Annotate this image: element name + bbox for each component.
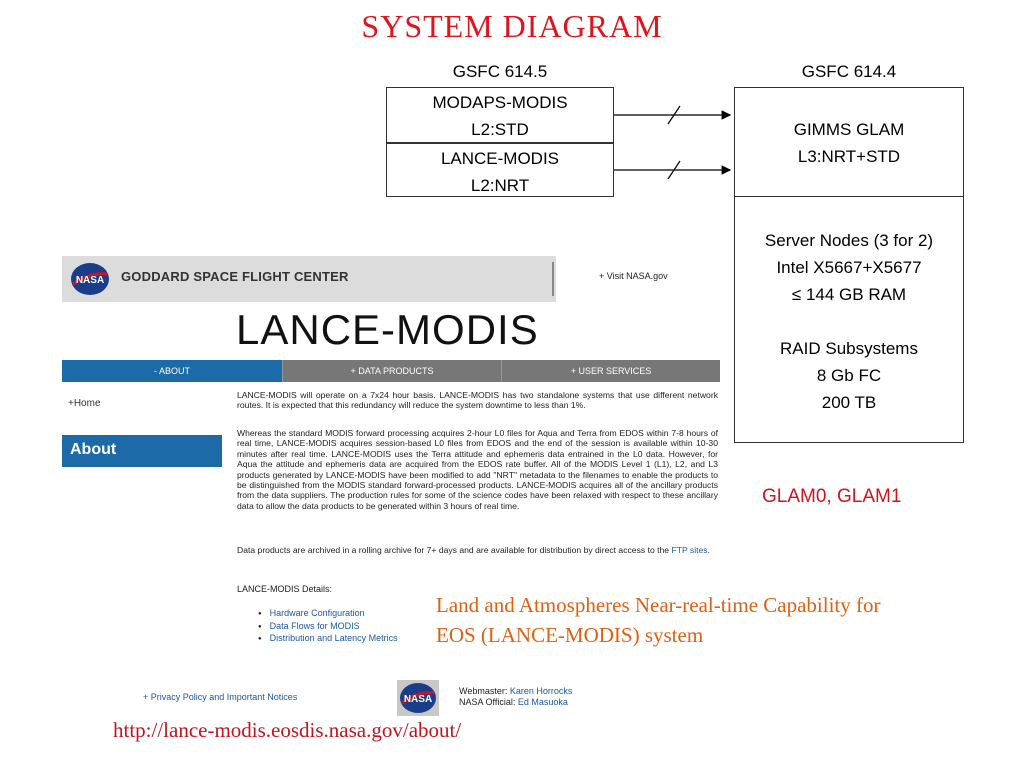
details-label: LANCE-MODIS Details:	[237, 584, 333, 594]
glam-note: GLAM0, GLAM1	[762, 486, 902, 507]
gimms-line2: L3:NRT+STD	[797, 147, 901, 166]
site-navbar	[62, 360, 720, 382]
lance-modis-site-title: LANCE-MODIS	[236, 306, 539, 353]
paragraph-1: LANCE-MODIS will operate on a 7x24 hour basis. LANCE-MODIS has two standalone systems that use different network routes. It is expected that this redundancy will reduce the system downtime to less than 1%.	[237, 390, 718, 411]
paragraph-2: Whereas the standard MODIS forward processing acquires 2-hour L0 files for Aqua and Terra from EDOS within 7-8 hours of real time, LANCE-MODIS acquires session-based L0 files from EDOS and the end of the session is available within 10-30 minutes after real time. LANCE-MODIS uses the Terra attitude and ephemeris data entrained in the L0 data. However, for Aqua the attitude and ephemeris data are acquired from the EDOS rate buffer. All of the MODIS Level 1 (L1), L2, and L3 products generated by LANCE-MODIS have been modified to add "NRT" metadata to the filenames to enable the products to be distinguished from the MODIS standard forward-processed products. LANCE-MODIS acquires all of the ancillary products from the data suppliers. The production rules for some of the science codes have been relaxed with respect to these ancillary data to allow the data products to be generated within 3 hours of real time.	[237, 428, 718, 511]
about-heading: About	[70, 441, 117, 458]
modaps-line2: L2:STD	[471, 120, 529, 139]
server-box	[734, 196, 964, 443]
details-link-hardware[interactable]: ● Hardware Configuration	[258, 608, 398, 621]
official-label: NASA Official:	[459, 697, 518, 707]
nasa-logo-icon	[70, 262, 110, 296]
visit-nasa-link[interactable]: + Visit NASA.gov	[599, 271, 668, 281]
slide-title: SYSTEM DIAGRAM	[361, 8, 663, 44]
ftp-sites-link[interactable]: FTP sites	[671, 545, 708, 555]
header-divider	[552, 262, 554, 296]
server-line3: ≤ 144 GB RAM	[791, 285, 907, 304]
nav-tab-user-services[interactable]: + USER SERVICES	[501, 360, 720, 382]
caption-line2: EOS (LANCE-MODIS) system	[436, 623, 704, 647]
webmaster-name-link[interactable]: Karen Horrocks	[509, 686, 573, 696]
nasa-logo-text: NASA	[75, 275, 105, 286]
caption-line1: Land and Atmospheres Near-real-time Capability for	[436, 593, 881, 617]
gsfc-name: GODDARD SPACE FLIGHT CENTER	[121, 269, 349, 284]
paragraph-3-end: .	[707, 545, 710, 555]
home-link[interactable]: +Home	[68, 398, 101, 409]
modaps-line1: MODAPS-MODIS	[432, 93, 568, 112]
details-link-metrics[interactable]: ● Distribution and Latency Metrics	[258, 633, 398, 646]
server-line1: Server Nodes (3 for 2)	[764, 231, 934, 250]
right-column-header: GSFC 614.4	[801, 62, 897, 81]
details-list	[258, 608, 398, 646]
nasa-footer-logo-text: NASA	[403, 694, 433, 705]
webmaster-info	[459, 686, 572, 708]
server-line2: Intel X5667+X5677	[776, 258, 922, 277]
lance-modis-box	[386, 143, 614, 197]
nav-tab-data-products[interactable]: + DATA PRODUCTS	[282, 360, 501, 382]
nasa-footer-logo-icon	[397, 680, 439, 716]
lance-line2: L2:NRT	[470, 176, 530, 195]
left-column-header: GSFC 614.5	[452, 62, 548, 81]
source-url[interactable]: http://lance-modis.eosdis.nasa.gov/about/	[113, 718, 462, 742]
slide-caption	[436, 590, 996, 650]
gimms-glam-box	[734, 87, 964, 197]
details-link-dataflows[interactable]: ● Data Flows for MODIS	[258, 621, 398, 634]
paragraph-3	[237, 545, 718, 555]
server-line4: RAID Subsystems	[780, 339, 918, 358]
webmaster-label: Webmaster:	[459, 686, 510, 696]
gimms-line1: GIMMS GLAM	[793, 120, 905, 139]
privacy-link[interactable]: + Privacy Policy and Important Notices	[143, 692, 298, 702]
modaps-modis-box	[386, 87, 614, 143]
nav-tab-about[interactable]: - ABOUT	[62, 360, 282, 382]
server-line5: 8 Gb FC	[816, 366, 882, 385]
connection-arrows	[612, 100, 738, 186]
lance-line1: LANCE-MODIS	[440, 149, 560, 168]
paragraph-3-text: Data products are archived in a rolling archive for 7+ days and are available for distribution by direct access to the	[237, 545, 672, 555]
official-name-link[interactable]: Ed Masuoka	[517, 697, 568, 707]
server-line6: 200 TB	[821, 393, 877, 412]
